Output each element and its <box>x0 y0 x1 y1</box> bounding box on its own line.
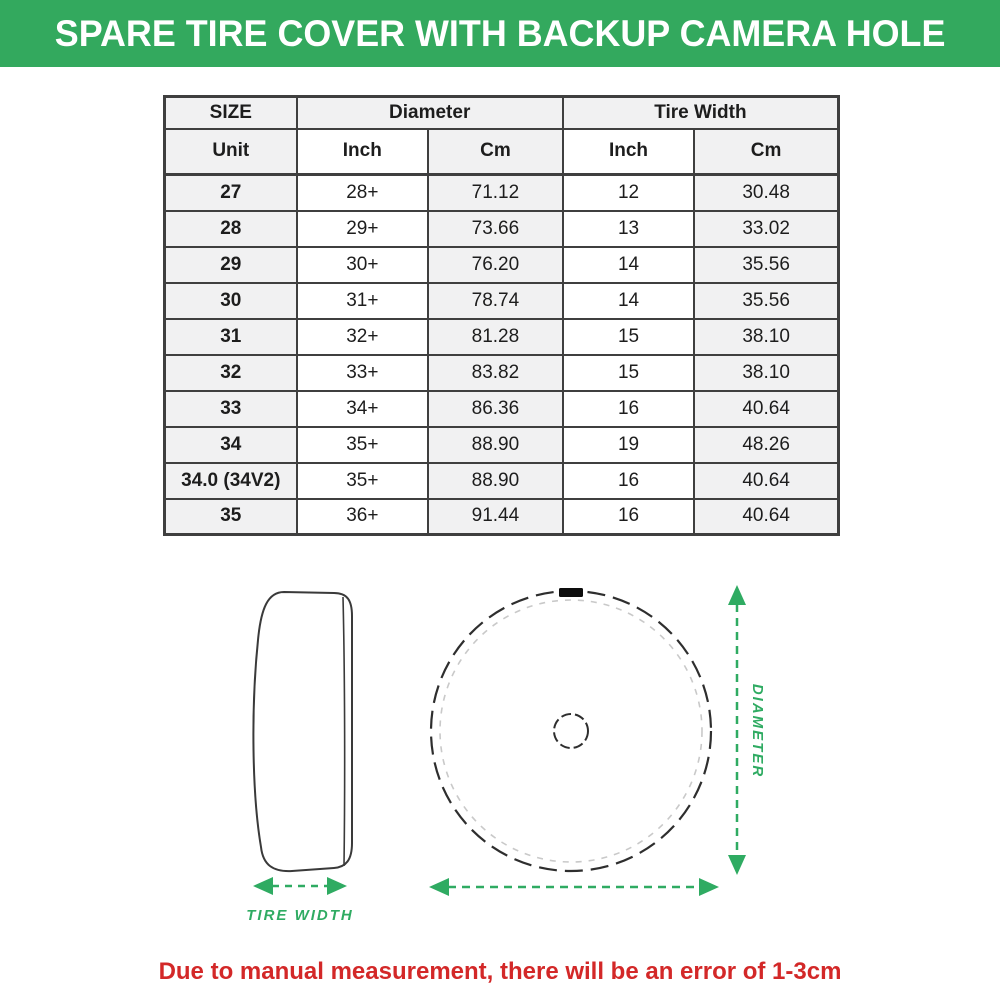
table-cell: 88.90 <box>428 427 563 463</box>
table-cell: 30.48 <box>694 175 838 211</box>
table-cell: 35+ <box>297 427 428 463</box>
tire-side-view <box>253 592 352 871</box>
table-cell: 29+ <box>297 211 428 247</box>
table-cell: 76.20 <box>428 247 563 283</box>
diameter-width-arrow <box>429 878 719 896</box>
header-tire-width: Tire Width <box>563 97 839 129</box>
table-cell: 35 <box>165 499 297 535</box>
header-cm-diam: Cm <box>428 129 563 175</box>
table-cell: 13 <box>563 211 694 247</box>
header-inch-width: Inch <box>563 129 694 175</box>
table-cell: 28 <box>165 211 297 247</box>
table-cell: 78.74 <box>428 283 563 319</box>
measurement-note: Due to manual measurement, there will be an error of 1-3cm <box>158 958 842 985</box>
table-cell: 40.64 <box>694 463 838 499</box>
header-size: SIZE <box>165 97 297 129</box>
table-cell: 28+ <box>297 175 428 211</box>
table-cell: 33 <box>165 391 297 427</box>
table-cell: 73.66 <box>428 211 563 247</box>
top-marker <box>559 588 583 597</box>
tire-width-arrow <box>253 877 347 895</box>
table-cell: 12 <box>563 175 694 211</box>
table-cell: 81.28 <box>428 319 563 355</box>
table-cell: 19 <box>563 427 694 463</box>
table-cell: 31+ <box>297 283 428 319</box>
table-cell: 38.10 <box>694 355 838 391</box>
table-cell: 38.10 <box>694 319 838 355</box>
header-inch-diam: Inch <box>297 129 428 175</box>
table-cell: 16 <box>563 499 694 535</box>
table-cell: 86.36 <box>428 391 563 427</box>
table-cell: 15 <box>563 319 694 355</box>
table-cell: 30 <box>165 283 297 319</box>
table-cell: 48.26 <box>694 427 838 463</box>
camera-hole <box>554 714 588 748</box>
table-cell: 30+ <box>297 247 428 283</box>
table-cell: 71.12 <box>428 175 563 211</box>
table-cell: 16 <box>563 391 694 427</box>
table-cell: 33.02 <box>694 211 838 247</box>
table-cell: 88.90 <box>428 463 563 499</box>
tire-width-label: TIRE WIDTH <box>246 907 354 924</box>
diameter-label: DIAMETER <box>749 683 767 779</box>
table-cell: 14 <box>563 283 694 319</box>
table-cell: 40.64 <box>694 391 838 427</box>
table-cell: 35.56 <box>694 283 838 319</box>
table-cell: 32+ <box>297 319 428 355</box>
table-cell: 33+ <box>297 355 428 391</box>
diameter-arrow <box>728 585 746 875</box>
page-title: SPARE TIRE COVER WITH BACKUP CAMERA HOLE <box>54 12 946 54</box>
tire-front-view <box>431 588 711 871</box>
table-cell: 15 <box>563 355 694 391</box>
table-cell: 34.0 (34V2) <box>165 463 297 499</box>
table-cell: 35.56 <box>694 247 838 283</box>
table-cell: 16 <box>563 463 694 499</box>
header-unit: Unit <box>165 129 297 175</box>
table-cell: 83.82 <box>428 355 563 391</box>
table-cell: 36+ <box>297 499 428 535</box>
table-cell: 34 <box>165 427 297 463</box>
table-cell: 29 <box>165 247 297 283</box>
table-cell: 91.44 <box>428 499 563 535</box>
table-cell: 14 <box>563 247 694 283</box>
table-cell: 40.64 <box>694 499 838 535</box>
table-cell: 32 <box>165 355 297 391</box>
header-diameter: Diameter <box>297 97 563 129</box>
table-cell: 31 <box>165 319 297 355</box>
header-cm-width: Cm <box>694 129 838 175</box>
table-cell: 35+ <box>297 463 428 499</box>
table-cell: 27 <box>165 175 297 211</box>
table-cell: 34+ <box>297 391 428 427</box>
